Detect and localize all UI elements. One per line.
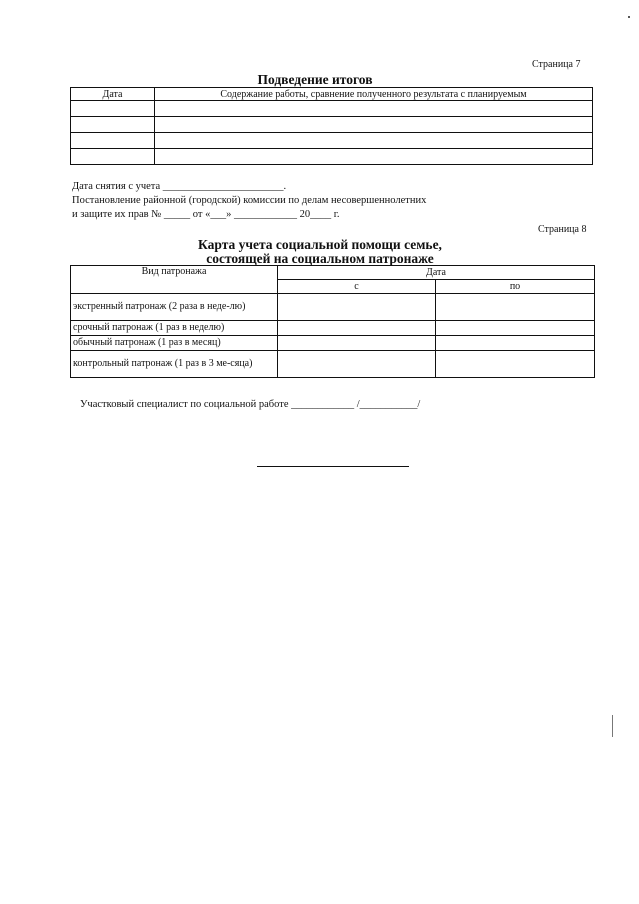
page-7-title: Подведение итогов — [257, 72, 373, 87]
table-row — [71, 149, 593, 165]
page-8-title-line-2: состоящей на социальном патронаже — [206, 251, 434, 266]
summary-cell[interactable] — [155, 101, 593, 117]
page-7-label: Страница 7 — [532, 59, 581, 70]
table-row — [71, 101, 593, 117]
page-8-title-line-1: Карта учета социальной помощи семье, — [198, 237, 442, 252]
table-row — [71, 351, 595, 378]
summary-header-content: Содержание работы, сравнение полученного результата с планируемым — [155, 88, 593, 101]
summary-table — [70, 87, 593, 165]
table-row — [71, 336, 595, 351]
summary-cell[interactable] — [155, 133, 593, 149]
table-row — [71, 133, 593, 149]
page-8-label: Страница 8 — [538, 224, 587, 235]
patronage-from-cell[interactable] — [278, 336, 436, 351]
page-end-rule — [257, 466, 409, 467]
patronage-header-type: Вид патронажа — [71, 266, 278, 294]
summary-cell[interactable] — [155, 117, 593, 133]
patronage-to-cell[interactable] — [436, 321, 595, 336]
scan-mark — [612, 715, 613, 737]
patronage-table — [70, 265, 595, 378]
scan-speck — [628, 16, 630, 18]
patronage-header-from: с — [278, 280, 436, 294]
patronage-type-cell: обычный патронаж (1 раз в месяц) — [71, 336, 278, 351]
resolution-line-1: Постановление районной (городской) комиссии по делам несовершеннолетних — [72, 195, 427, 206]
summary-cell[interactable] — [71, 149, 155, 165]
patronage-type-cell: экстренный патронаж (2 раза в неде-лю) — [71, 294, 278, 321]
summary-cell[interactable] — [71, 101, 155, 117]
removal-date-line: Дата снятия с учета _______________________. — [72, 181, 287, 192]
patronage-from-cell[interactable] — [278, 351, 436, 378]
patronage-type-cell: контрольный патронаж (1 раз в 3 ме-сяца) — [71, 351, 278, 378]
table-row — [71, 117, 593, 133]
summary-cell[interactable] — [71, 133, 155, 149]
patronage-from-cell[interactable] — [278, 321, 436, 336]
patronage-to-cell[interactable] — [436, 351, 595, 378]
summary-cell[interactable] — [155, 149, 593, 165]
table-row — [71, 321, 595, 336]
summary-header-date: Дата — [71, 88, 155, 101]
summary-cell[interactable] — [71, 117, 155, 133]
patronage-header-to: по — [436, 280, 595, 294]
resolution-line-2: и защите их прав № _____ от «___» ____________ 20____ г. — [72, 209, 340, 220]
patronage-to-cell[interactable] — [436, 336, 595, 351]
patronage-from-cell[interactable] — [278, 294, 436, 321]
patronage-type-cell: срочный патронаж (1 раз в неделю) — [71, 321, 278, 336]
patronage-header-date: Дата — [278, 266, 595, 280]
table-row — [71, 294, 595, 321]
patronage-to-cell[interactable] — [436, 294, 595, 321]
specialist-signature-line: Участковый специалист по социальной работе ____________ /___________/ — [80, 399, 421, 410]
